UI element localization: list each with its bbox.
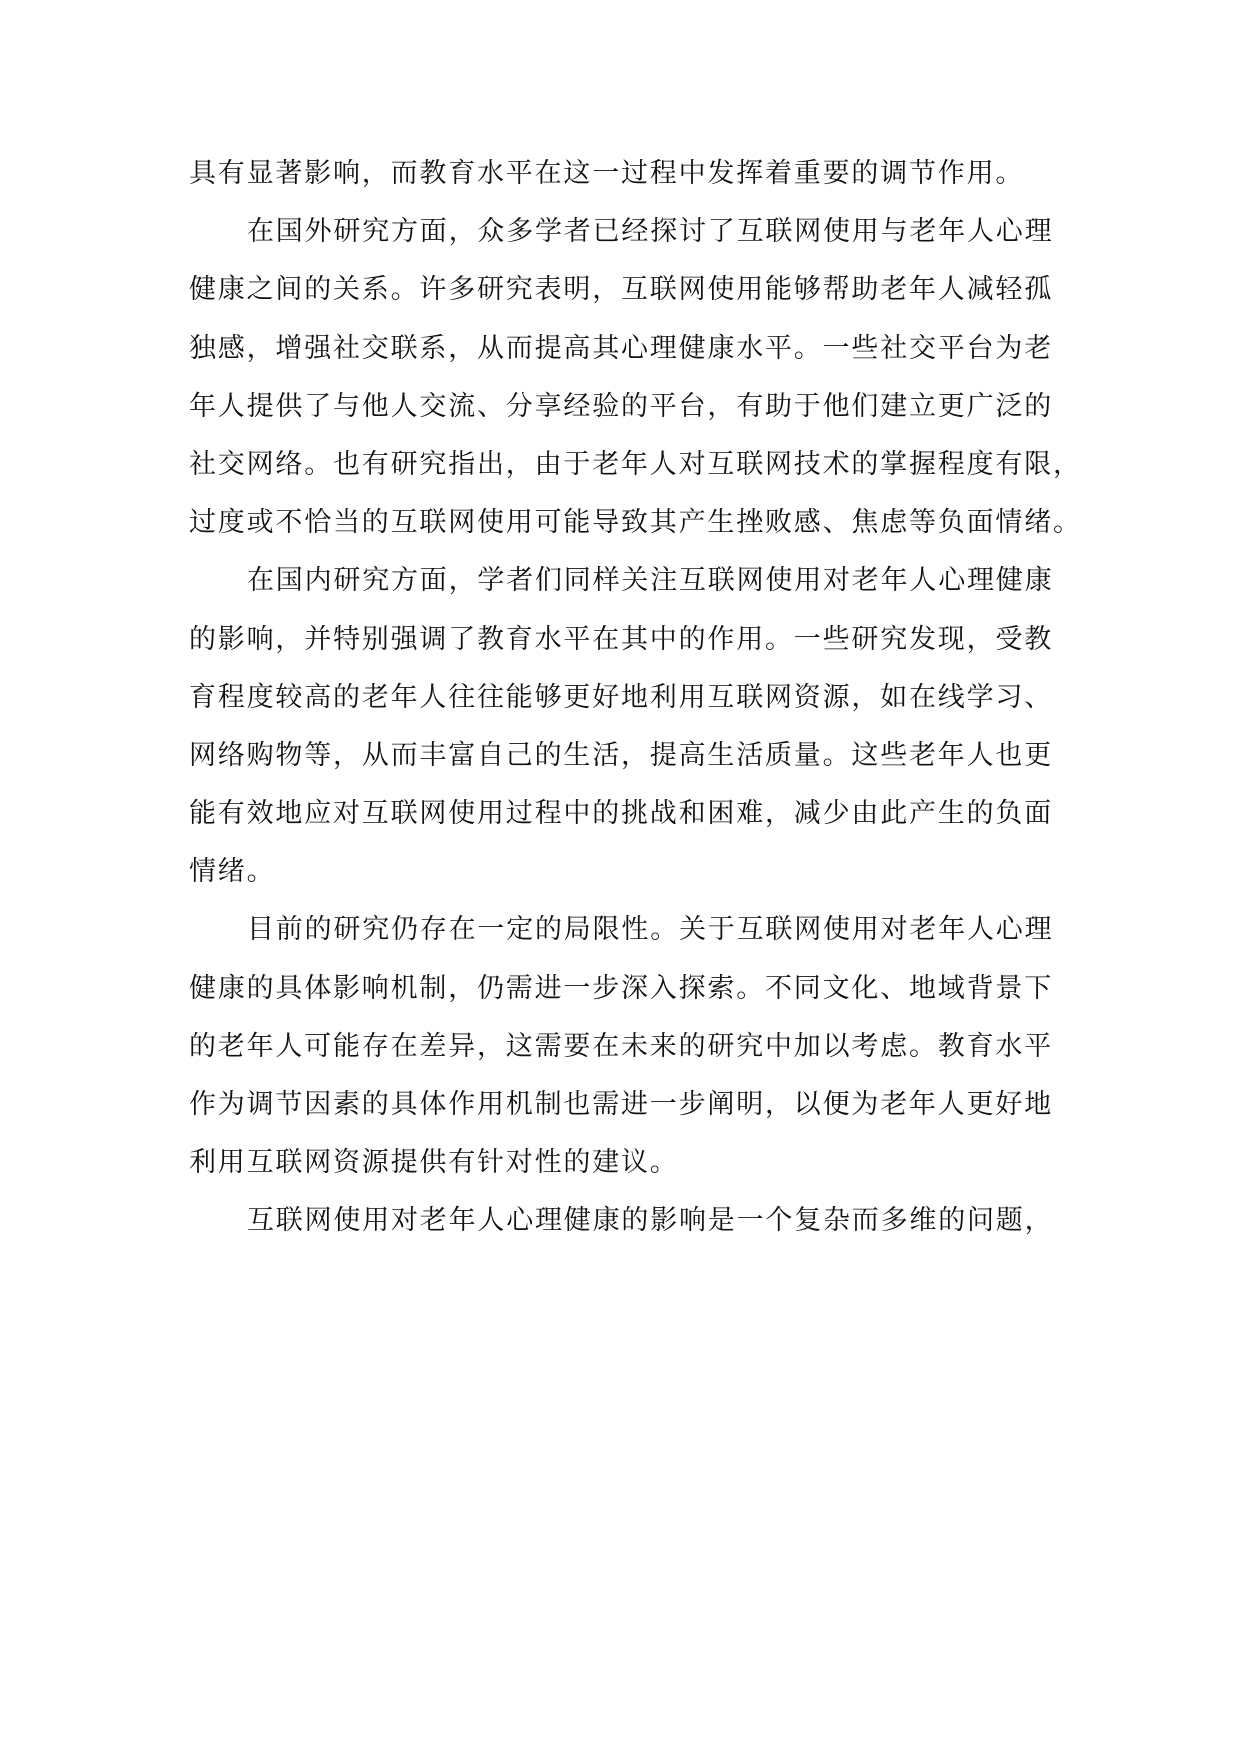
text-line: 年人提供了与他人交流、分享经验的平台，有助于他们建立更广泛的 bbox=[189, 390, 1053, 422]
text-line: 健康之间的关系。许多研究表明，互联网使用能够帮助老年人减轻孤 bbox=[189, 274, 1053, 306]
body-text bbox=[189, 145, 1082, 1251]
text-line: 独感，增强社交联系，从而提高其心理健康水平。一些社交平台为老 bbox=[189, 332, 1053, 364]
paragraph-first-line: 在国内研究方面，学者们同样关注互联网使用对老年人心理健康 bbox=[247, 565, 1054, 597]
paragraph-first-line: 在国外研究方面，众多学者已经探讨了互联网使用与老年人心理 bbox=[247, 216, 1054, 248]
text-line: 的影响，并特别强调了教育水平在其中的作用。一些研究发现，受教 bbox=[189, 623, 1053, 655]
text-line: 过度或不恰当的互联网使用可能导致其产生挫败感、焦虑等负面情绪。 bbox=[189, 507, 1082, 539]
paragraph-first-line: 互联网使用对老年人心理健康的影响是一个复杂而多维的问题， bbox=[247, 1205, 1054, 1237]
text-line: 利用互联网资源提供有针对性的建议。 bbox=[189, 1147, 679, 1179]
text-line: 健康的具体影响机制，仍需进一步深入探索。不同文化、地域背景下 bbox=[189, 972, 1053, 1004]
text-line: 社交网络。也有研究指出，由于老年人对互联网技术的掌握程度有限， bbox=[189, 448, 1082, 480]
text-line: 网络购物等，从而丰富自己的生活，提高生活质量。这些老年人也更 bbox=[189, 739, 1053, 771]
text-line: 情绪。 bbox=[189, 856, 276, 888]
text-line: 作为调节因素的具体作用机制也需进一步阐明，以便为老年人更好地 bbox=[189, 1089, 1053, 1120]
paragraph-first-line: 目前的研究仍存在一定的局限性。关于互联网使用对老年人心理 bbox=[247, 914, 1054, 946]
text-line: 的老年人可能存在差异，这需要在未来的研究中加以考虑。教育水平 bbox=[189, 1030, 1053, 1062]
text-line: 育程度较高的老年人往往能够更好地利用互联网资源，如在线学习、 bbox=[189, 681, 1053, 713]
text-line: 能有效地应对互联网使用过程中的挑战和困难，减少由此产生的负面 bbox=[189, 798, 1053, 830]
text-line: 具有显著影响，而教育水平在这一过程中发挥着重要的调节作用。 bbox=[189, 158, 1025, 189]
